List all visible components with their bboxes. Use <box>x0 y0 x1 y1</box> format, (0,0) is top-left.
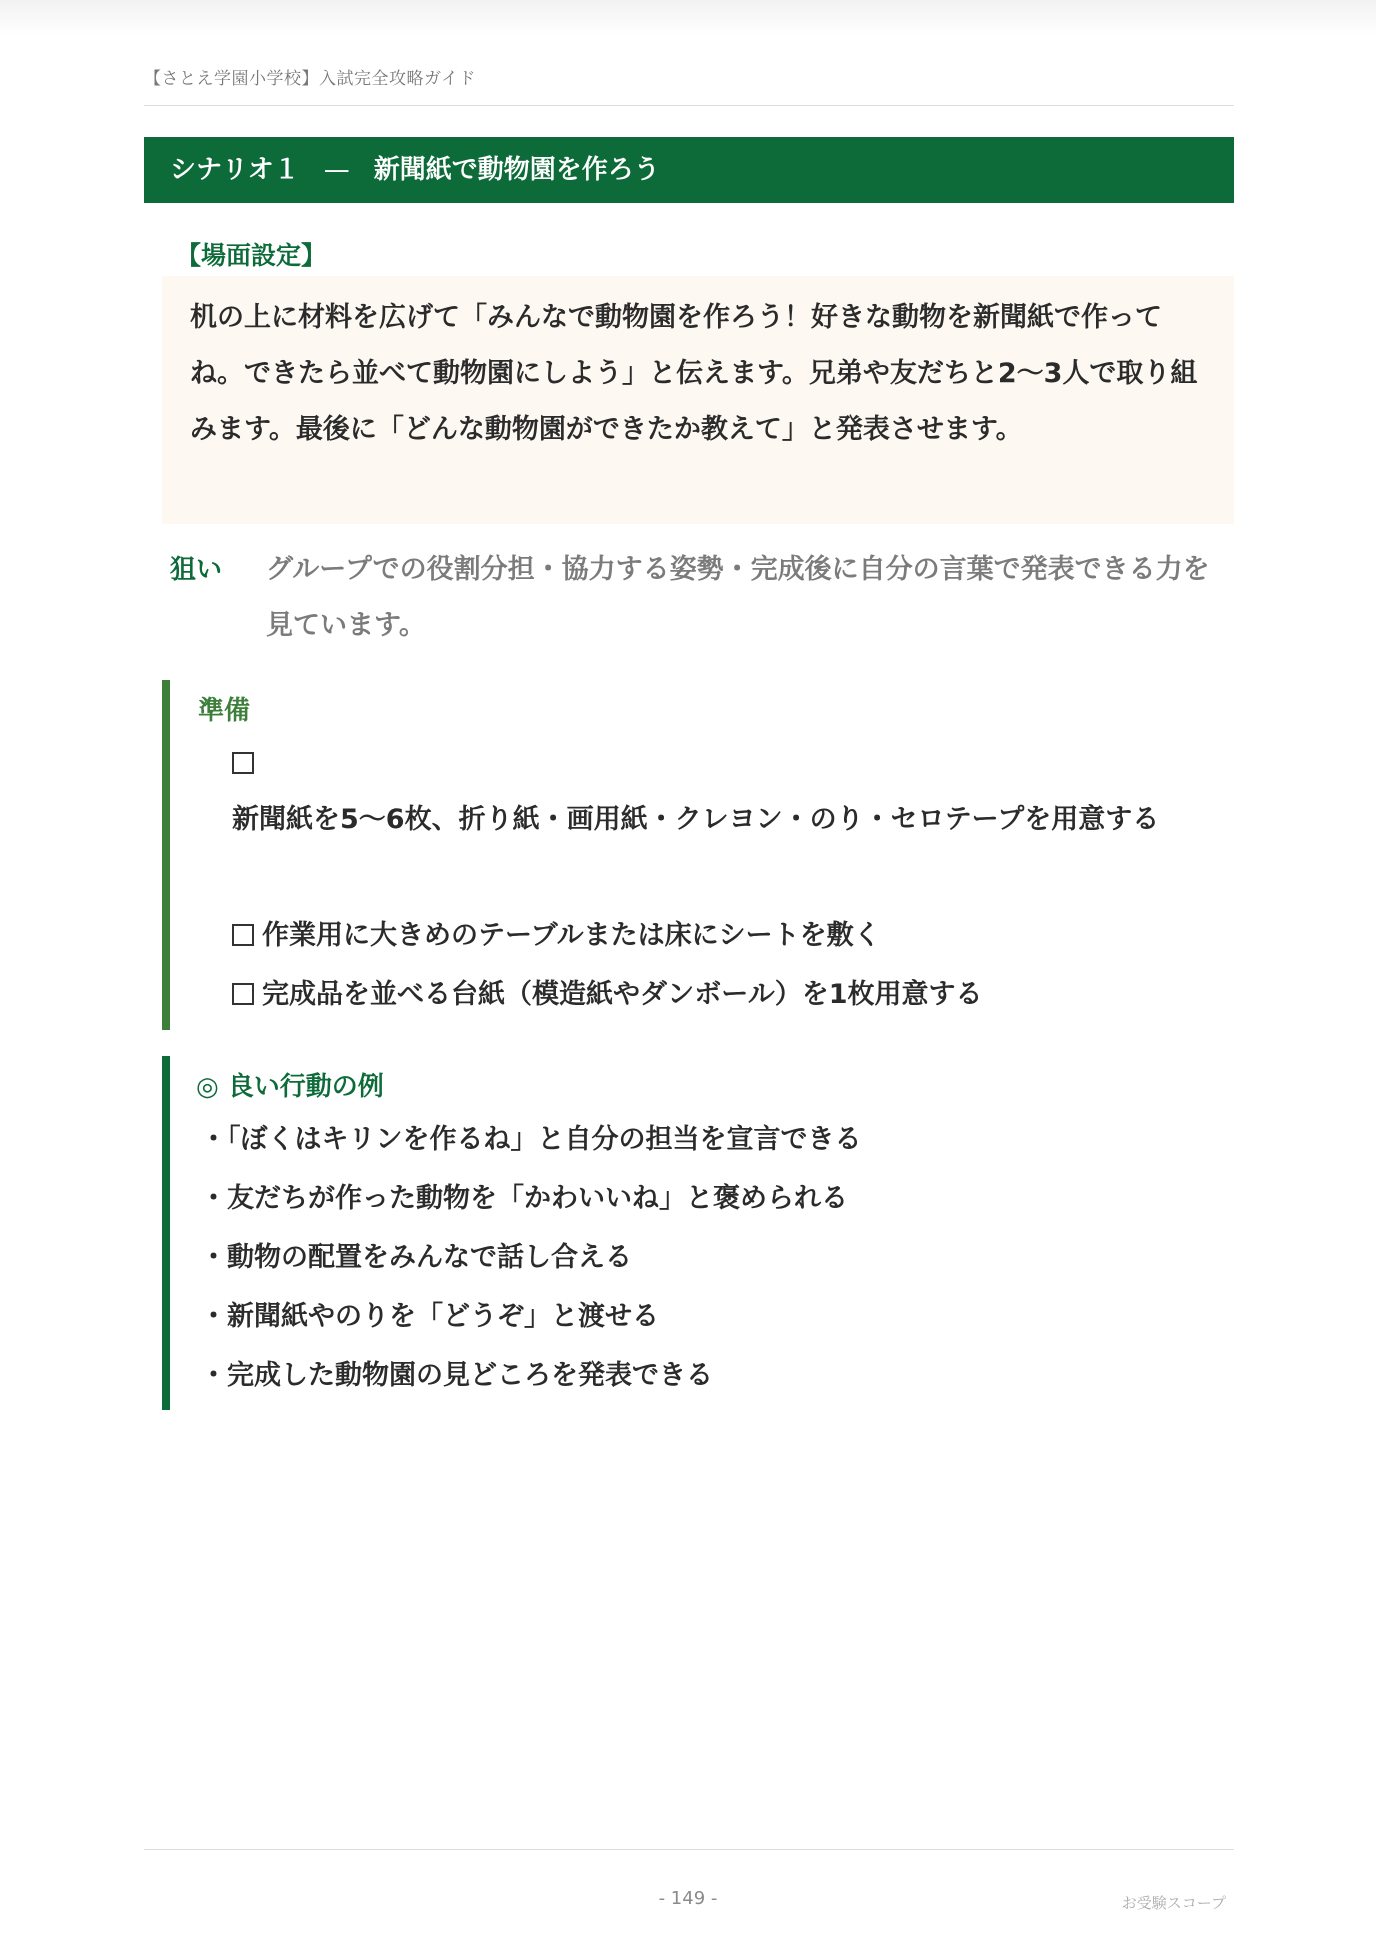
preparation-title: 準備 <box>198 696 251 726</box>
good-action-item: ・「ぼくはキリンを作るね」と自分の担当を宣言できる <box>200 1124 862 1155</box>
preparation-item-text: 新聞紙を5〜6枚、折り紙・画用紙・クレヨン・のり・セロテープを用意する <box>232 804 1160 835</box>
scene-label: 【場面設定】 <box>176 241 327 270</box>
good-actions-title: ◎ 良い行動の例 <box>196 1072 384 1102</box>
preparation-item <box>232 736 1232 848</box>
preparation-section <box>162 680 1234 1030</box>
footer-divider <box>144 1849 1234 1850</box>
page-number: - 149 - <box>658 1888 718 1909</box>
preparation-item <box>232 967 1232 1023</box>
scene-box <box>162 276 1234 524</box>
scene-text: 机の上に材料を広げて「みんなで動物園を作ろう！好きな動物を新聞紙で作ってね。できたら並べて動物園にしよう」と伝えます。兄弟や友だちと2〜3人で取り組みます。最後に「どんな動物園ができたか教えて」と発表させます。 <box>190 302 1198 445</box>
footer-brand: お受験スコープ <box>1121 1894 1226 1912</box>
good-action-item: ・完成した動物園の見どころを発表できる <box>200 1360 713 1391</box>
good-action-item: ・動物の配置をみんなで話し合える <box>200 1242 632 1273</box>
aim-section <box>170 542 1234 654</box>
good-actions-section <box>162 1056 1234 1410</box>
aim-text: グループでの役割分担・協力する姿勢・完成後に自分の言葉で発表できる力を見ています。 <box>266 554 1210 641</box>
checkbox-icon[interactable] <box>232 752 254 774</box>
checkbox-icon[interactable] <box>232 924 254 946</box>
running-header: 【さとえ学園小学校】入試完全攻略ガイド <box>144 64 1234 106</box>
preparation-item-text: 作業用に大きめのテーブルまたは床にシートを敷く <box>262 920 881 951</box>
checkbox-icon[interactable] <box>232 983 254 1005</box>
good-action-item: ・新聞紙やのりを「どうぞ」と渡せる <box>200 1301 659 1332</box>
preparation-item-text: 完成品を並べる台紙（模造紙やダンボール）を1枚用意する <box>262 979 983 1010</box>
scenario-label: シナリオ１ <box>170 155 300 185</box>
scenario-dash: — <box>323 155 350 185</box>
scenario-banner <box>144 137 1234 203</box>
top-edge-shadow <box>0 0 1376 36</box>
aim-label: 狙い <box>170 555 223 585</box>
scenario-title: 新聞紙で動物園を作ろう <box>373 155 660 185</box>
preparation-item <box>232 908 1232 964</box>
good-action-item: ・友だちが作った動物を「かわいいね」と褒められる <box>200 1183 848 1214</box>
